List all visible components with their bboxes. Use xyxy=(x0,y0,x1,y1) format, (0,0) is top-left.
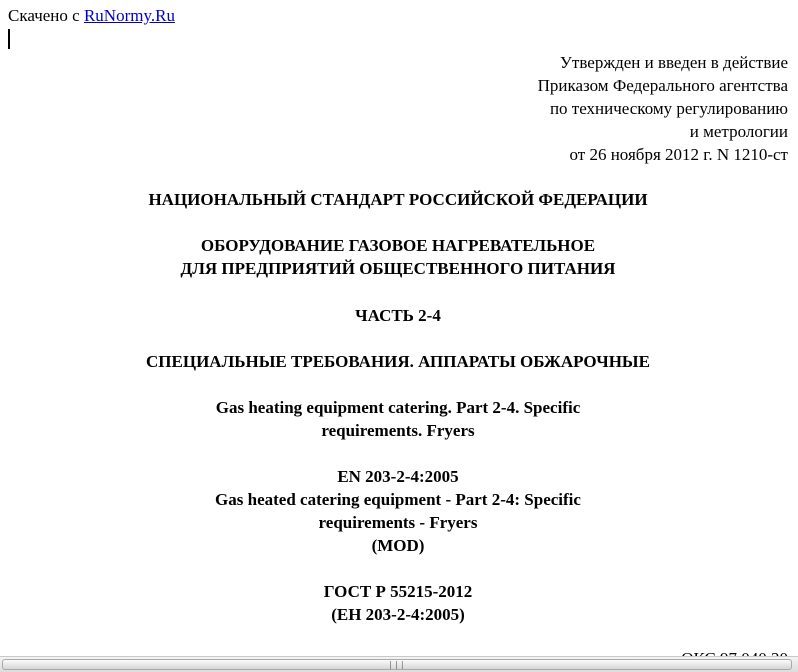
title-ru-line: ОБОРУДОВАНИЕ ГАЗОВОЕ НАГРЕВАТЕЛЬНОЕ xyxy=(200,236,596,255)
title-en xyxy=(0,396,796,442)
subtitle-ru-text: СПЕЦИАЛЬНЫЕ ТРЕБОВАНИЯ. АППАРАТЫ ОБЖАРОЧНЫЕ xyxy=(146,352,650,371)
gost-code: ГОСТ Р 55215-2012 xyxy=(323,582,473,601)
en-standard-line: Gas heated catering equipment - Part 2-4: Specific xyxy=(215,490,581,509)
en-standard-modifier: (MOD) xyxy=(371,536,425,555)
scrollbar-thumb[interactable] xyxy=(2,659,792,670)
approval-line: и метрологии xyxy=(689,122,788,141)
subtitle-ru xyxy=(0,350,796,373)
part-text: ЧАСТЬ 2-4 xyxy=(355,306,441,325)
gost-block xyxy=(0,580,796,626)
title-en-line: Gas heating equipment catering. Part 2-4. Specific xyxy=(215,398,581,417)
runormy-link[interactable]: RuNormy.Ru xyxy=(83,6,175,25)
title-en-line: requirements. Fryers xyxy=(321,421,475,440)
grip-icon: ||| xyxy=(388,660,406,669)
source-line xyxy=(8,5,175,27)
en-standard-line: requirements - Fryers xyxy=(318,513,478,532)
en-standard-code: EN 203-2-4:2005 xyxy=(337,467,459,486)
approval-line: от 26 ноября 2012 г. N 1210-ст xyxy=(569,145,788,164)
approval-line: Приказом Федерального агентства xyxy=(537,76,788,95)
gost-equivalent: (ЕН 203-2-4:2005) xyxy=(331,605,465,624)
approval-line: Утвержден и введен в действие xyxy=(559,53,788,72)
text-caret xyxy=(8,29,10,49)
en-standard-block xyxy=(0,465,796,557)
horizontal-scrollbar[interactable] xyxy=(0,656,798,672)
title-ru xyxy=(0,234,796,280)
standard-type-heading xyxy=(0,188,796,211)
part-heading xyxy=(0,304,796,327)
approval-line: по техническому регулированию xyxy=(549,99,788,118)
approval-block xyxy=(538,51,788,166)
title-ru-line: ДЛЯ ПРЕДПРИЯТИЙ ОБЩЕСТВЕННОГО ПИТАНИЯ xyxy=(180,259,616,278)
standard-type-text: НАЦИОНАЛЬНЫЙ СТАНДАРТ РОССИЙСКОЙ ФЕДЕРАЦИИ xyxy=(148,190,648,209)
source-prefix: Скачено с xyxy=(8,6,84,25)
